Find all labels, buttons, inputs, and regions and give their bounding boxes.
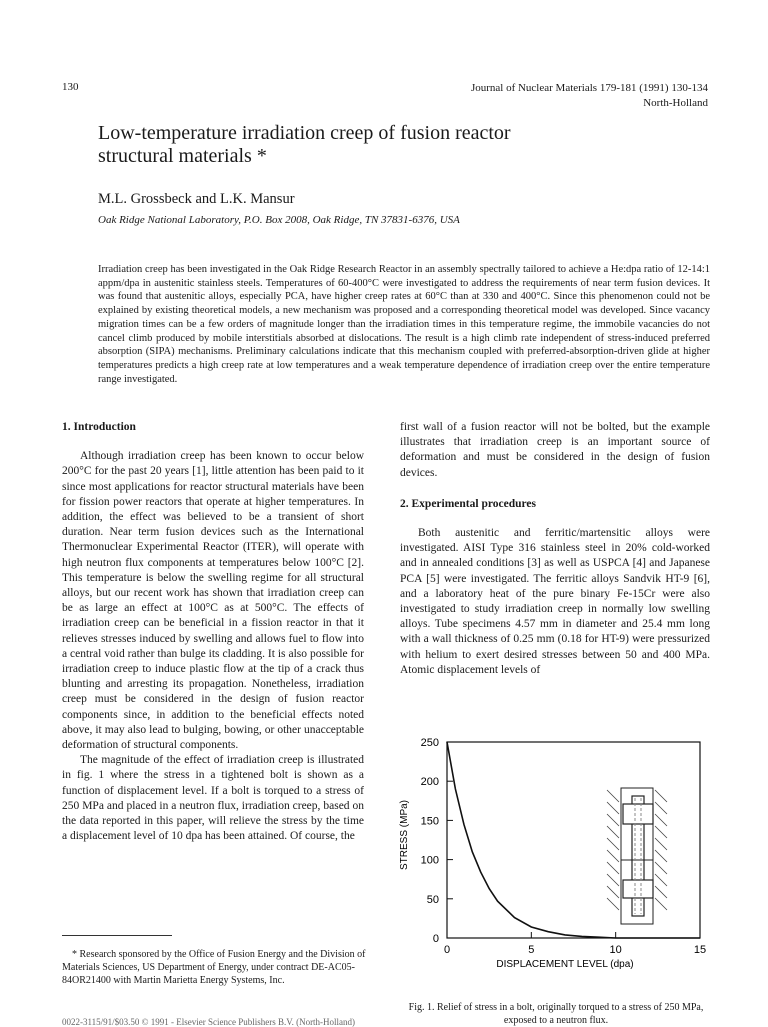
footnote-divider	[62, 935, 172, 936]
right-column	[400, 420, 710, 678]
stress-curve	[447, 742, 700, 938]
title-line-2: structural materials *	[98, 145, 267, 167]
article-title	[98, 122, 718, 168]
bolt-head	[623, 804, 653, 824]
copyright-line: 0022-3115/91/$03.50 © 1991 - Elsevier Science Publishers B.V. (North-Holland)	[62, 1017, 356, 1027]
figure-1-chart	[385, 730, 715, 998]
y-tick-label: 100	[420, 854, 439, 867]
continued-paragraph: first wall of a fusion reactor will not be bolted, but the example illustrates that irradiation creep is an important source of deformation and must be considered in the design of fusion devices.	[400, 421, 710, 479]
y-tick-label: 0	[432, 933, 439, 945]
title-line-1: Low-temperature irradiation creep of fusion reactor	[98, 122, 511, 144]
intro-heading: 1. Introduction	[62, 421, 136, 433]
x-tick-label: 5	[528, 944, 535, 956]
hatch-lines	[607, 790, 619, 910]
y-axis-ticks	[421, 737, 453, 945]
x-tick-label: 10	[609, 944, 622, 956]
y-tick-label: 50	[426, 893, 439, 906]
bolt-nut	[623, 880, 653, 898]
authors: M.L. Grossbeck and L.K. Mansur	[98, 191, 295, 207]
journal-line-2: North-Holland	[643, 97, 708, 109]
left-column	[62, 420, 364, 844]
x-tick-label: 15	[693, 944, 707, 956]
intro-paragraph-1: Although irradiation creep has been known to occur below 200°C for the past 20 years [1], little attention has been paid to it since most applications for reactor structural materials have been for fission power reactors that operate at higher temperatures. In addition, the effect was believed to be a transient of short duration. Near term fusion devices such as the International Thermonuclear Experimental Reactor (ITER), will operate with high neutron flux components at temperatures below 100°C [2]. This temperature is below the swelling regime for all structural alloys, but our recent work has shown that irradiation creep can be as large an effect at 100°C as at 500°C. The effects of irradiation creep can be beneficial in a fission reactor in that it relieves stresses induced by swelling and allows fuel to flow into a central void rather than bulge its cladding. It is also possible for irradiation creep to induce plastic flow at the tip of a crack thus blunting and arresting its propagation. Nonetheless, irradiation creep must be considered in the design of fusion reactor components since, in addition to the beneficial effects noted above, it may also lead to bulging, bowing, or other unacceptable deformation of structural components.	[62, 450, 364, 752]
y-tick-label: 200	[420, 776, 439, 789]
footnote: * Research sponsored by the Office of Fusion Energy and the Division of Materials Sciences, US Department of Energy, under contract DE-AC05-84OR21400 with Martin Marietta Energy Systems, Inc.	[62, 949, 366, 986]
plot-frame	[447, 742, 700, 938]
experimental-paragraph-1: Both austenitic and ferritic/martensitic alloys were investigated. AISI Type 316 stainless steel in 20% cold-worked and in annealed conditions [3] as well as USPCA [4] and Japanese PCA [5] were investigated. The ferritic alloys Sandvik HT-9 [6], and a laboratory heat of the pure binary Fe-15Cr were also investigated to study irradiation creep in normally low swelling alloys. Tube specimens 4.57 mm in diameter and 25.4 mm long with a wall thickness of 0.25 mm (0.18 for HT-9) were pressurized with helium to exert desired stresses between 50 and 400 MPa. Atomic displacement levels of	[400, 527, 710, 676]
y-axis-label: STRESS (MPa)	[399, 799, 410, 871]
intro-paragraph-2: The magnitude of the effect of irradiation creep is illustrated in fig. 1 where the stress in a tightened bolt is shown as a function of displacement level. If a bolt is torqued to a stress of 250 MPa and placed in a neutron flux, irradiation creep, based on the data reported in this paper, will relieve the stress by the time a displacement level of 10 dpa has been attained. Of course, the	[62, 754, 364, 843]
y-tick-label: 250	[420, 737, 439, 749]
x-tick-label: 0	[443, 944, 451, 956]
figure-caption: Fig. 1. Relief of stress in a bolt, originally torqued to a stress of 250 MPa, exposed to a neutron flux.	[408, 1002, 704, 1026]
plot-border	[447, 742, 700, 938]
experimental-heading: 2. Experimental procedures	[400, 497, 536, 510]
abstract: Irradiation creep has been investigated in the Oak Ridge Research Reactor in an assembly spectrally tailored to achieve a He:dpa ratio of 12-14:1 appm/dpa in austenitic stainless steels. Temperatures of 60-400°C were investigated to address the requirements of near term fusion devices. It was found that austenitic alloys, especially PCA, have higher creep rates at 60°C than at 330 and 400°C. Since this phenomenon could not be explained by existing theoretical models, a new mechanism was proposed and a corresponding theoretical model was developed. Since vacancy migration times can be a few orders of magnitude longer than the irradiation times in this temperature regime, the immobile vacancies do not cancel climb produced by mobile interstitials absorbed at dislocations. The result is a high climb rate independent of stress-induced preferred absorption (SIPA) mechanisms. Preliminary calculations indicate that this mechanism coupled with preferred-absorption-driven glide at higher temperatures predicts a high creep rate at low temperatures and a weak temperature dependence of irradiation creep over the entire temperature range investigated.	[98, 264, 710, 385]
x-axis-label: DISPLACEMENT LEVEL (dpa)	[496, 959, 634, 970]
journal-line-1: Journal of Nuclear Materials 179-181 (1991) 130-134	[470, 82, 708, 94]
hatch-lines	[655, 790, 667, 910]
y-tick-label: 150	[420, 815, 439, 828]
affiliation: Oak Ridge National Laboratory, P.O. Box 2008, Oak Ridge, TN 37831-6376, USA	[98, 214, 460, 226]
page-number: 130	[62, 81, 79, 93]
bolt-illustration	[607, 788, 667, 924]
journal-citation	[348, 81, 708, 111]
